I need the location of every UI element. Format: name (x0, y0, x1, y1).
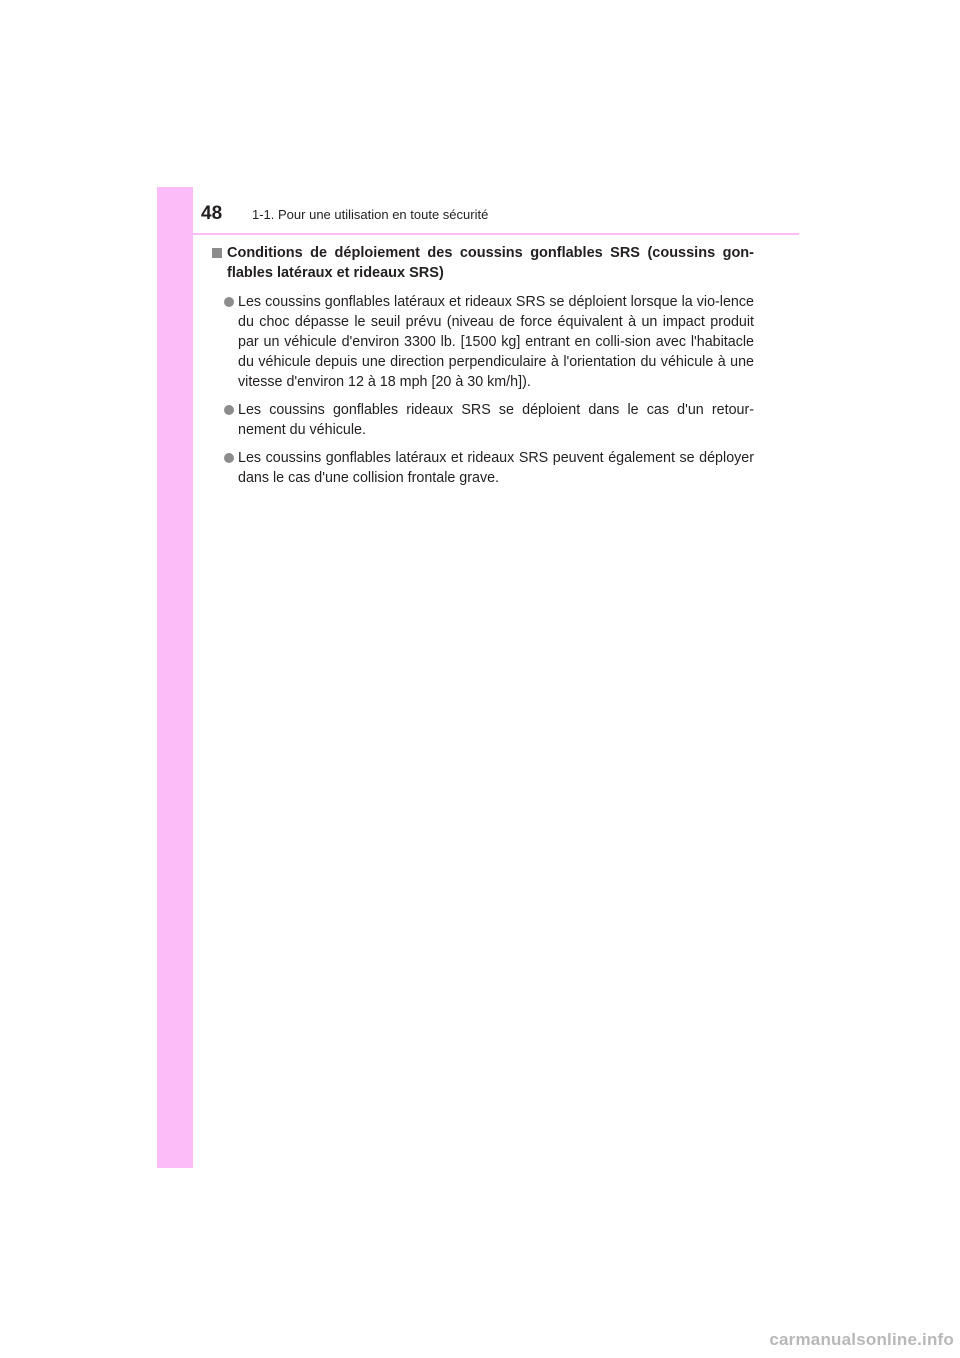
page-number: 48 (201, 203, 223, 224)
list-item (212, 292, 754, 392)
circle-bullet-icon (224, 453, 234, 463)
section-title: 1-1. Pour une utilisation en toute sécurité (252, 207, 489, 222)
subsection-heading-text: Conditions de déploiement des coussins gonflables SRS (coussins gon-flables latéraux et rideaux SRS) (227, 245, 754, 281)
circle-bullet-icon (224, 297, 234, 307)
side-tab-band (157, 187, 193, 1168)
list-item-text: Les coussins gonflables latéraux et rideaux SRS se déploient lorsque la vio-lence du choc dépasse le seuil prévu (niveau de force équivalent à un impact produit par un véhicule d'environ 3300 lb. [1500 kg] entrant en colli-sion avec l'habitacle du véhicule depuis une direction perpendiculaire à l'orientation du véhicule à une vitesse d'environ 12 à 18 mph [20 à 30 km/h]). (238, 294, 754, 390)
list-item-text: Les coussins gonflables rideaux SRS se déploient dans le cas d'un retour-nement du véhicule. (238, 402, 754, 438)
header-divider (193, 233, 799, 235)
watermark: carmanualsonline.info (769, 1330, 954, 1349)
circle-bullet-icon (224, 405, 234, 415)
square-bullet-icon (212, 248, 222, 258)
list-item-text: Les coussins gonflables latéraux et rideaux SRS peuvent également se déployer dans le cas d'une collision frontale grave. (238, 450, 754, 486)
page-content (212, 243, 754, 496)
list-item (212, 400, 754, 440)
subsection-heading (212, 243, 754, 283)
list-item (212, 448, 754, 488)
